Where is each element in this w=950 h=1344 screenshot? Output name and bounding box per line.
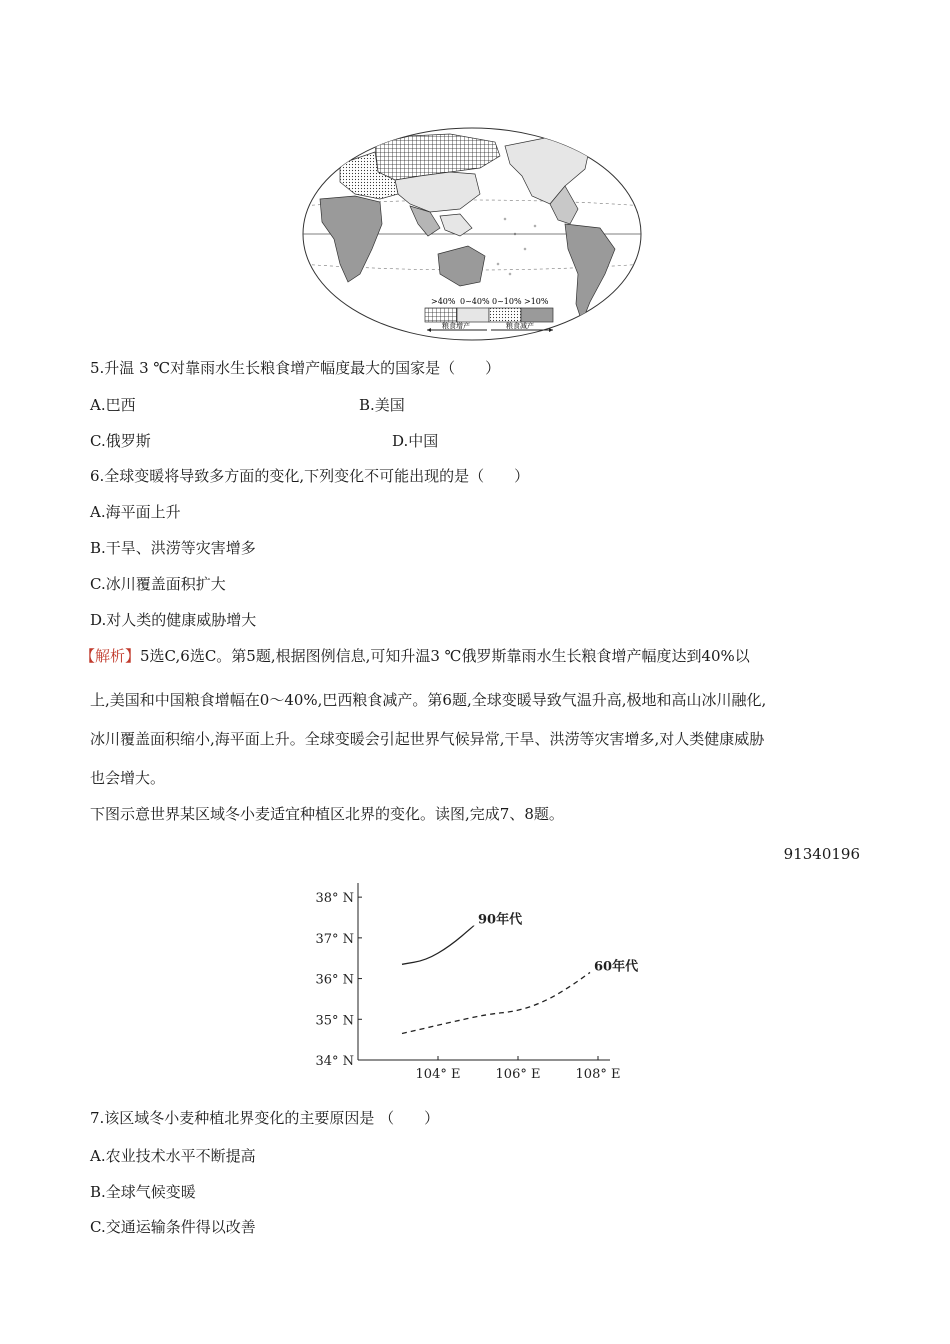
legend-swatch-4 [521, 308, 553, 322]
intro-text: 下图示意世界某区域冬小麦适宜种植区北界的变化。读图,完成7、8题。 [90, 805, 564, 823]
analysis-line-3: 冰川覆盖面积缩小,海平面上升。全球变暖会引起世界气候异常,干旱、洪涝等灾害增多,对人类健康威胁 [90, 730, 765, 748]
world-map-figure [300, 124, 645, 342]
q6-option-b: B.干旱、洪涝等灾害增多 [90, 539, 256, 557]
analysis-tag: 【解析】 [80, 647, 141, 665]
y-tick-label: 35° N [315, 1013, 354, 1029]
y-tick-label: 34° N [315, 1054, 354, 1069]
y-tick-label: 37° N [315, 931, 354, 947]
y-tick-label: 36° N [315, 972, 354, 988]
legend-label-3: 0~10% [492, 297, 522, 306]
legend-swatch-3 [489, 308, 521, 322]
x-tick-label: 104° E [415, 1067, 461, 1082]
analysis-line-2: 上,美国和中国粮食增幅在0～40%,巴西粮食减产。第6题,全球变暖导致气温升高,极地和高山冰川融化, [90, 691, 767, 709]
q7-option-c: C.交通运输条件得以改善 [90, 1218, 256, 1236]
q5-stem: 5.升温 3 ℃对靠雨水生长粮食增产幅度最大的国家是（ ） [90, 359, 501, 377]
series-line-1 [402, 926, 474, 965]
analysis-line-4: 也会增大。 [90, 769, 166, 787]
q7-stem: 7.该区域冬小麦种植北界变化的主要原因是 （ ） [90, 1109, 440, 1127]
wheat-boundary-chart [298, 875, 658, 1090]
q6-option-a: A.海平面上升 [90, 503, 181, 521]
analysis-line-1 [80, 646, 750, 666]
world-map-svg [300, 124, 645, 342]
series-label-2: 60年代 [594, 959, 639, 975]
y-tick-label: 38° N [315, 891, 354, 907]
chart-svg [298, 875, 658, 1090]
q6-stem: 6.全球变暖将导致多方面的变化,下列变化不可能出现的是（ ） [90, 467, 530, 485]
legend-swatch-1 [425, 308, 457, 322]
q5-option-c: C.俄罗斯 [90, 432, 151, 450]
legend-label-1: >40% [431, 297, 456, 306]
series-line-2 [402, 972, 590, 1033]
x-tick-label: 108° E [575, 1067, 621, 1082]
q6-option-c: C.冰川覆盖面积扩大 [90, 575, 226, 593]
q7-option-a: A.农业技术水平不断提高 [90, 1147, 256, 1165]
legend-label-2: 0~40% [460, 297, 490, 306]
series-label-1: 90年代 [478, 912, 523, 928]
q5-option-a: A.巴西 [90, 396, 136, 414]
legend-decrease-label: 粮食减产 [506, 322, 534, 330]
legend-swatch-2 [457, 308, 489, 322]
q5-option-d: D.中国 [392, 432, 439, 450]
legend-increase-label: 粮食增产 [442, 322, 470, 330]
doc-id: 91340196 [783, 845, 860, 863]
q5-option-b: B.美国 [359, 396, 405, 414]
analysis-text-1: 5选C,6选C。第5题,根据图例信息,可知升温3 ℃俄罗斯靠雨水生长粮食增产幅度达到40%以 [140, 647, 750, 665]
x-tick-label: 106° E [495, 1067, 541, 1082]
q6-option-d: D.对人类的健康威胁增大 [90, 611, 257, 629]
q7-option-b: B.全球气候变暖 [90, 1183, 196, 1201]
legend-label-4: >10% [524, 297, 549, 306]
